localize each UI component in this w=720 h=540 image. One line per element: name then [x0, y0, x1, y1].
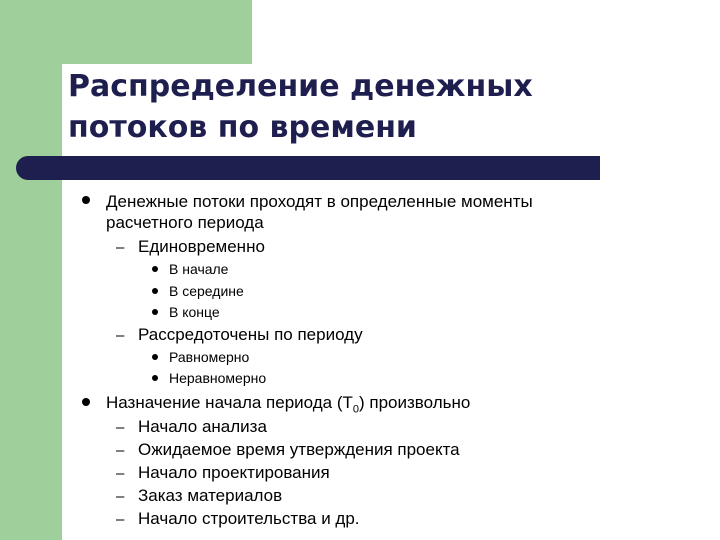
dash-icon: –	[116, 442, 125, 459]
bullet-2-item: Ожидаемое время утверждения проекта	[138, 440, 460, 459]
sub-1-item: В середине	[169, 283, 244, 299]
bullet-1-line-1: Денежные потоки проходят в определенные моменты	[106, 192, 533, 211]
bullet-dot-icon	[152, 354, 158, 360]
sub-1-item: В конце	[169, 304, 220, 320]
sub-2-item: Равномерно	[169, 349, 250, 365]
sub-1-item: В начале	[169, 261, 229, 277]
decor-green-left	[0, 0, 62, 540]
bullet-dot-icon	[152, 375, 158, 381]
bullet-dot-icon	[152, 266, 158, 272]
dash-icon: –	[116, 419, 125, 436]
bullet-2-item: Начало проектирования	[138, 463, 330, 482]
bullet-dot-icon	[152, 309, 158, 315]
dash-icon: –	[116, 511, 125, 528]
bullet-1-line-2: расчетного периода	[106, 213, 264, 232]
dash-icon: –	[116, 465, 125, 482]
title-underline-bar	[16, 156, 600, 180]
bullet-2-item: Начало строительства и др.	[138, 509, 360, 528]
dash-icon: –	[116, 327, 125, 344]
bullet-2-item: Начало анализа	[138, 417, 267, 436]
bullet-2-item: Заказ материалов	[138, 486, 283, 505]
bullet-dot-icon	[152, 288, 158, 294]
bullet-dot-icon	[82, 196, 90, 204]
dash-icon: –	[116, 239, 125, 256]
slide-title: Распределение денежных потоков по времени	[68, 69, 533, 145]
dash-icon: –	[116, 488, 125, 505]
sub-bullet-1: Единовременно	[138, 237, 265, 256]
bullet-2: Назначение начала периода $(T_0)$ произвольно	[106, 393, 471, 416]
bullet-dot-icon	[82, 398, 90, 406]
sub-2-item: Неравномерно	[169, 370, 267, 386]
sub-bullet-2: Рассредоточены по периоду	[138, 325, 363, 344]
